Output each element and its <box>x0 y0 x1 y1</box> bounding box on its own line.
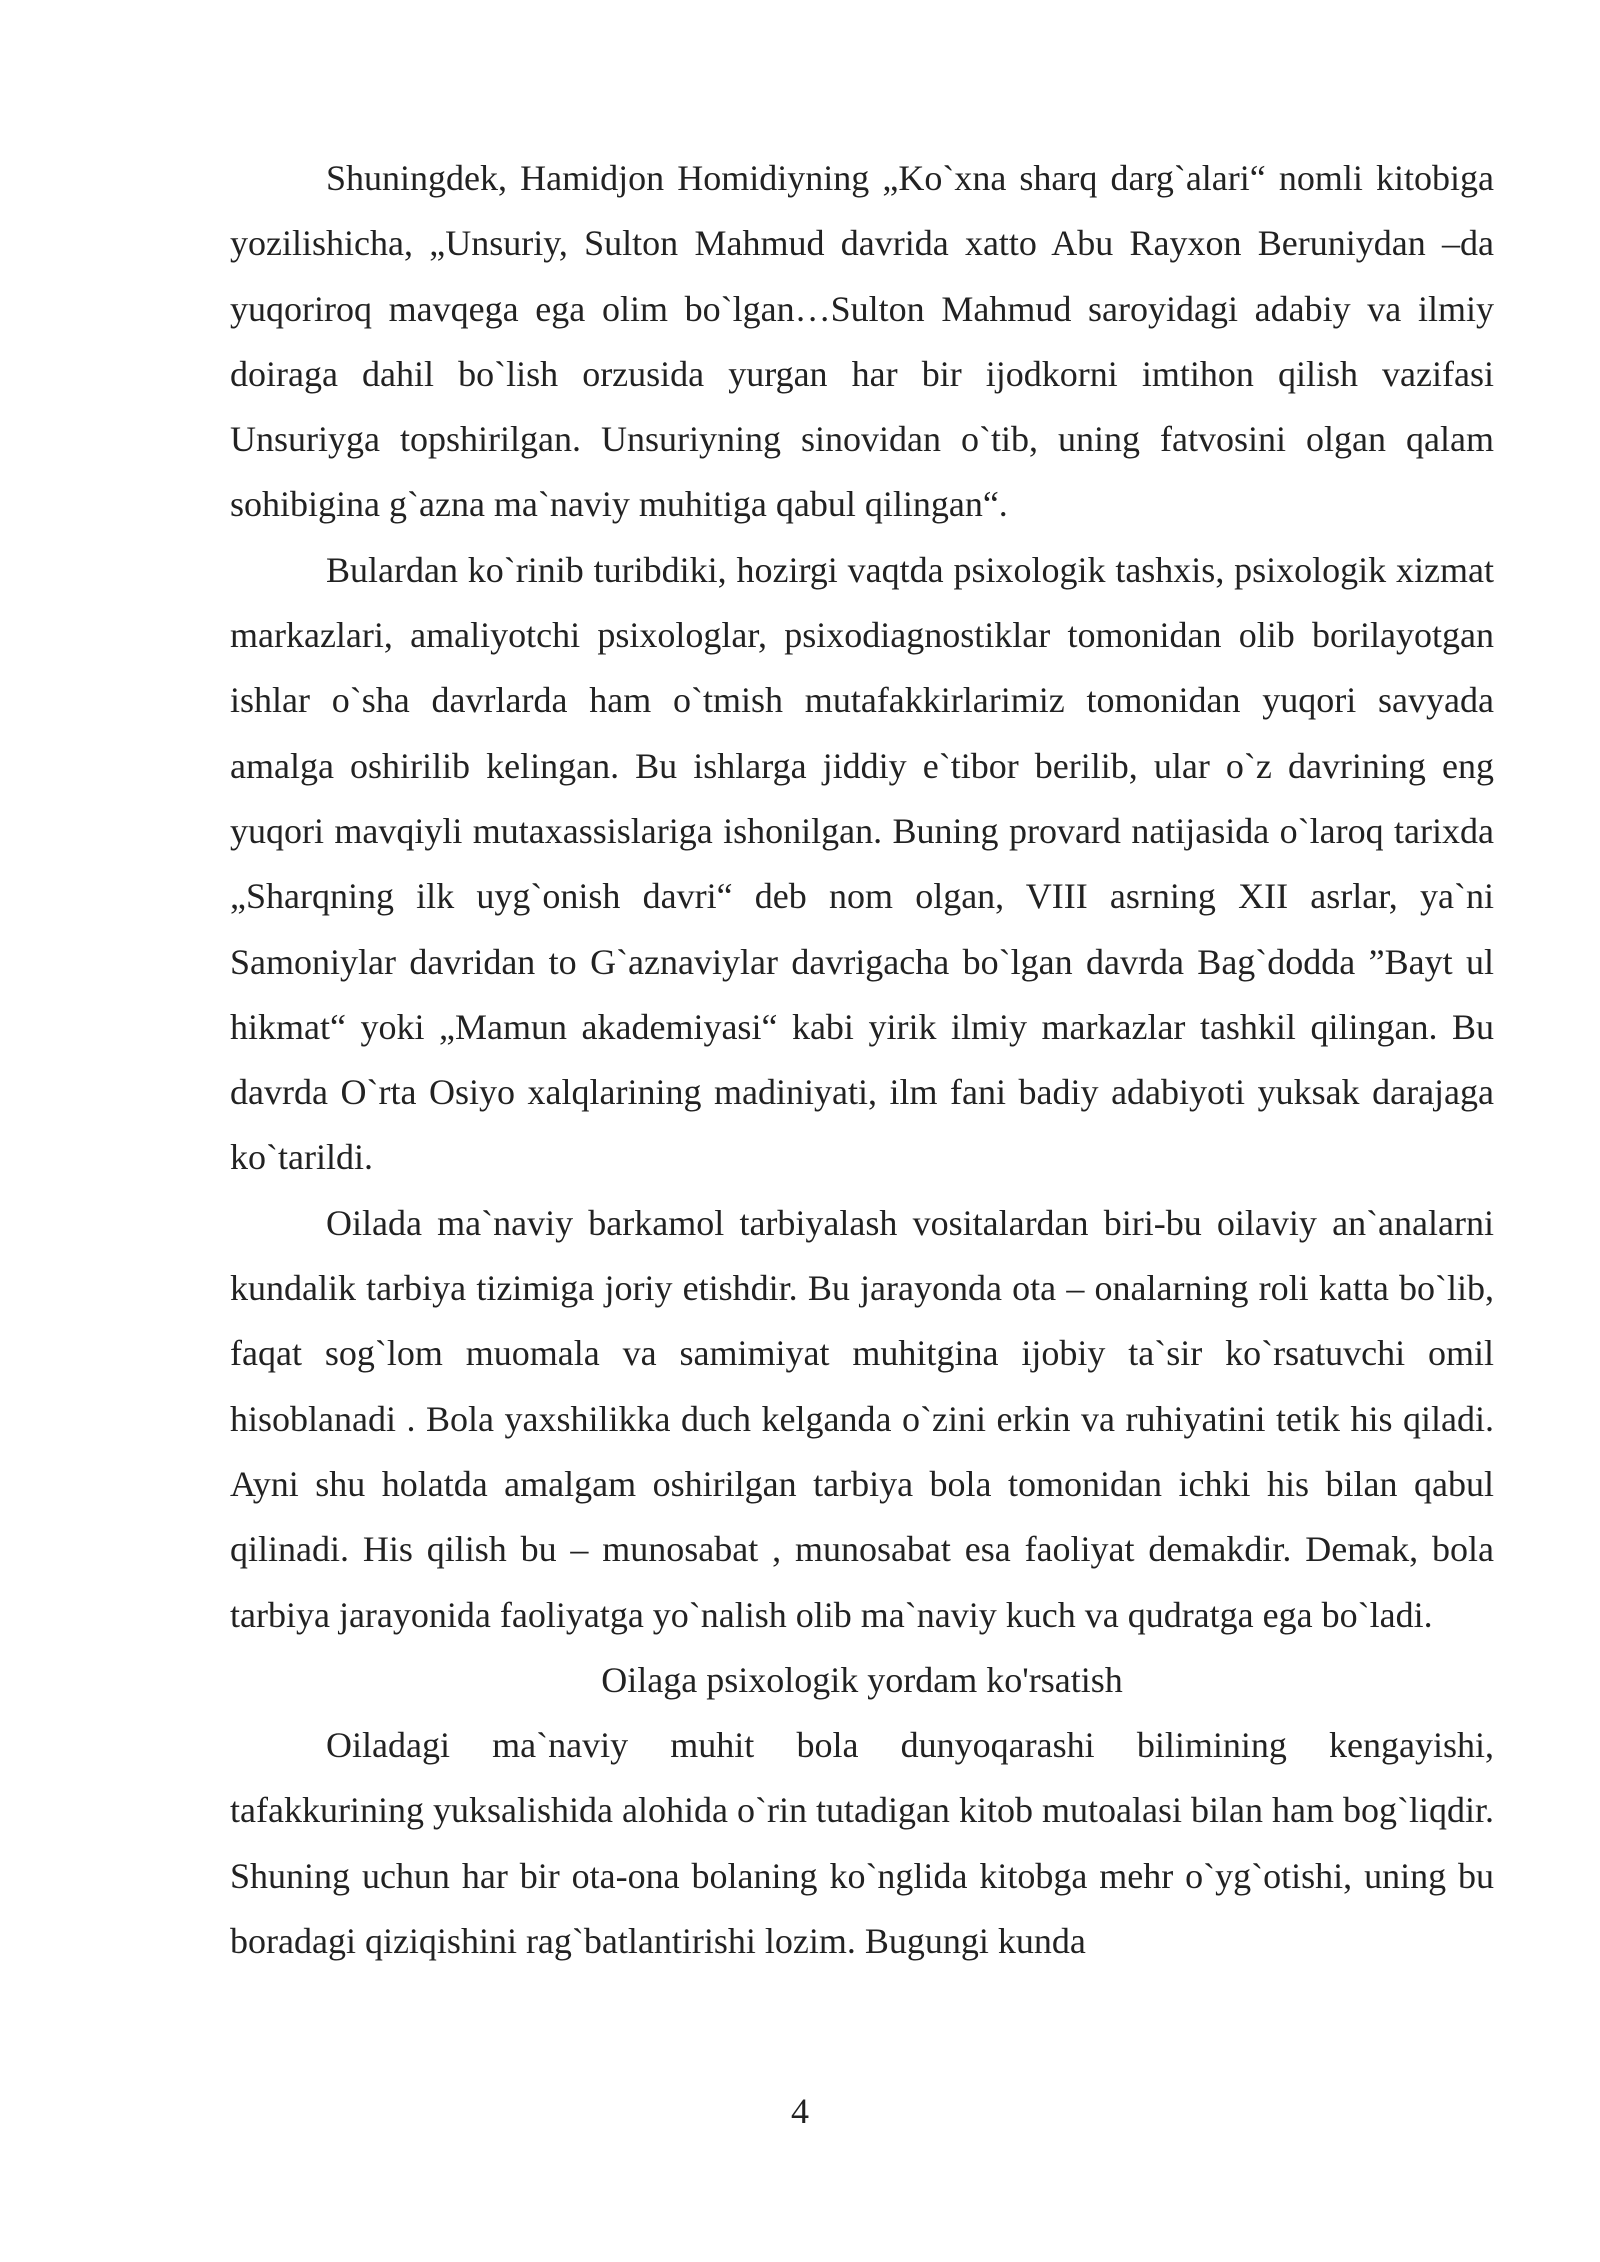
page-number: 4 <box>791 2091 809 2131</box>
paragraph-homidiy-quote: Shuningdek, Hamidjon Homidiyning „Ko`xna sharq darg`alari“ nomli kitobiga yozilishicha, „Unsuriy, Sulton Mahmud davrida xatto Abu Rayxon Beruniydan –da yuqoriroq mavqega ega olim bo`lgan…Sulton Mahmud saroyidagi adabiy va ilmiy doiraga dahil bo`lish orzusida yurgan har bir ijodkorni imtihon qilish vazifasi Unsuriyga topshirilgan. Unsuriyning sinovidan o`tib, uning fatvosini olgan qalam sohibigina g`azna ma`naviy muhitiga qabul qilingan“. <box>230 158 1494 525</box>
section-heading: Oilaga psixologik yordam ko'rsatish <box>601 1659 1123 1700</box>
paragraph-reading-culture: Oiladagi ma`naviy muhit bola dunyoqarashi bilimining kengayishi, tafakkurining yuksalishida alohida o`rin tutadigan kitob mutoalasi bilan ham bog`liqdir. Shuning uchun har bir ota-ona bolaning ko`nglida kitobga mehr o`yg`otishi, uning bu boradagi qiziqishini rag`batlantirishi lozim. Bugungi kunda <box>230 1725 1494 1962</box>
paragraph-family-upbringing: Oilada ma`naviy barkamol tarbiyalash vositalardan biri-bu oilaviy an`analarni kundalik tarbiya tizimiga joriy etishdir. Bu jarayonda ota – onalarning roli katta bo`lib, faqat sog`lom muomala va samimiyat muhitgina ijobiy ta`sir ko`rsatuvchi omil hisoblanadi . Bola yaxshilikka duch kelganda o`zini erkin va ruhiyatini tetik his qiladi. Ayni shu holatda amalgam oshirilgan tarbiya bola tomonidan ichki his bilan qabul qilinadi. His qilish bu – munosabat , munosabat esa faoliyat demakdir. Demak, bola tarbiya jarayonida faoliyatga yo`nalish olib ma`naviy kuch va qudratga ega bo`ladi. <box>230 1202 1494 1635</box>
paragraph-historical-centers: Bulardan ko`rinib turibdiki, hozirgi vaqtda psixologik tashxis, psixologik xizmat markazlari, amaliyotchi psixologlar, psixodiagnostiklar tomonidan olib borilayotgan ishlar o`sha davrlarda ham o`tmish mutafakkirlarimiz tomonidan yuqori savyada amalga oshirilib kelingan. Bu ishlarga jiddiy e`tibor berilib, ular o`z davrining eng yuqori mavqiyli mutaxassislariga ishonilgan. Buning provard natijasida o`laroq tarixda „Sharqning ilk uyg`onish davri“ deb nom olgan, VIII asrning XII asrlar, ya`ni Samoniylar davridan to G`aznaviylar davrigacha bo`lgan davrda Bag`dodda ”Bayt ul hikmat“ yoki „Mamun akademiyasi“ kabi yirik ilmiy markazlar tashkil qilingan. Bu davrda O`rta Osiyo xalqlarining madiniyati, ilm fani badiy adabiyoti yuksak darajaga ko`tarildi. <box>230 549 1494 1178</box>
document-body <box>230 146 1494 1974</box>
